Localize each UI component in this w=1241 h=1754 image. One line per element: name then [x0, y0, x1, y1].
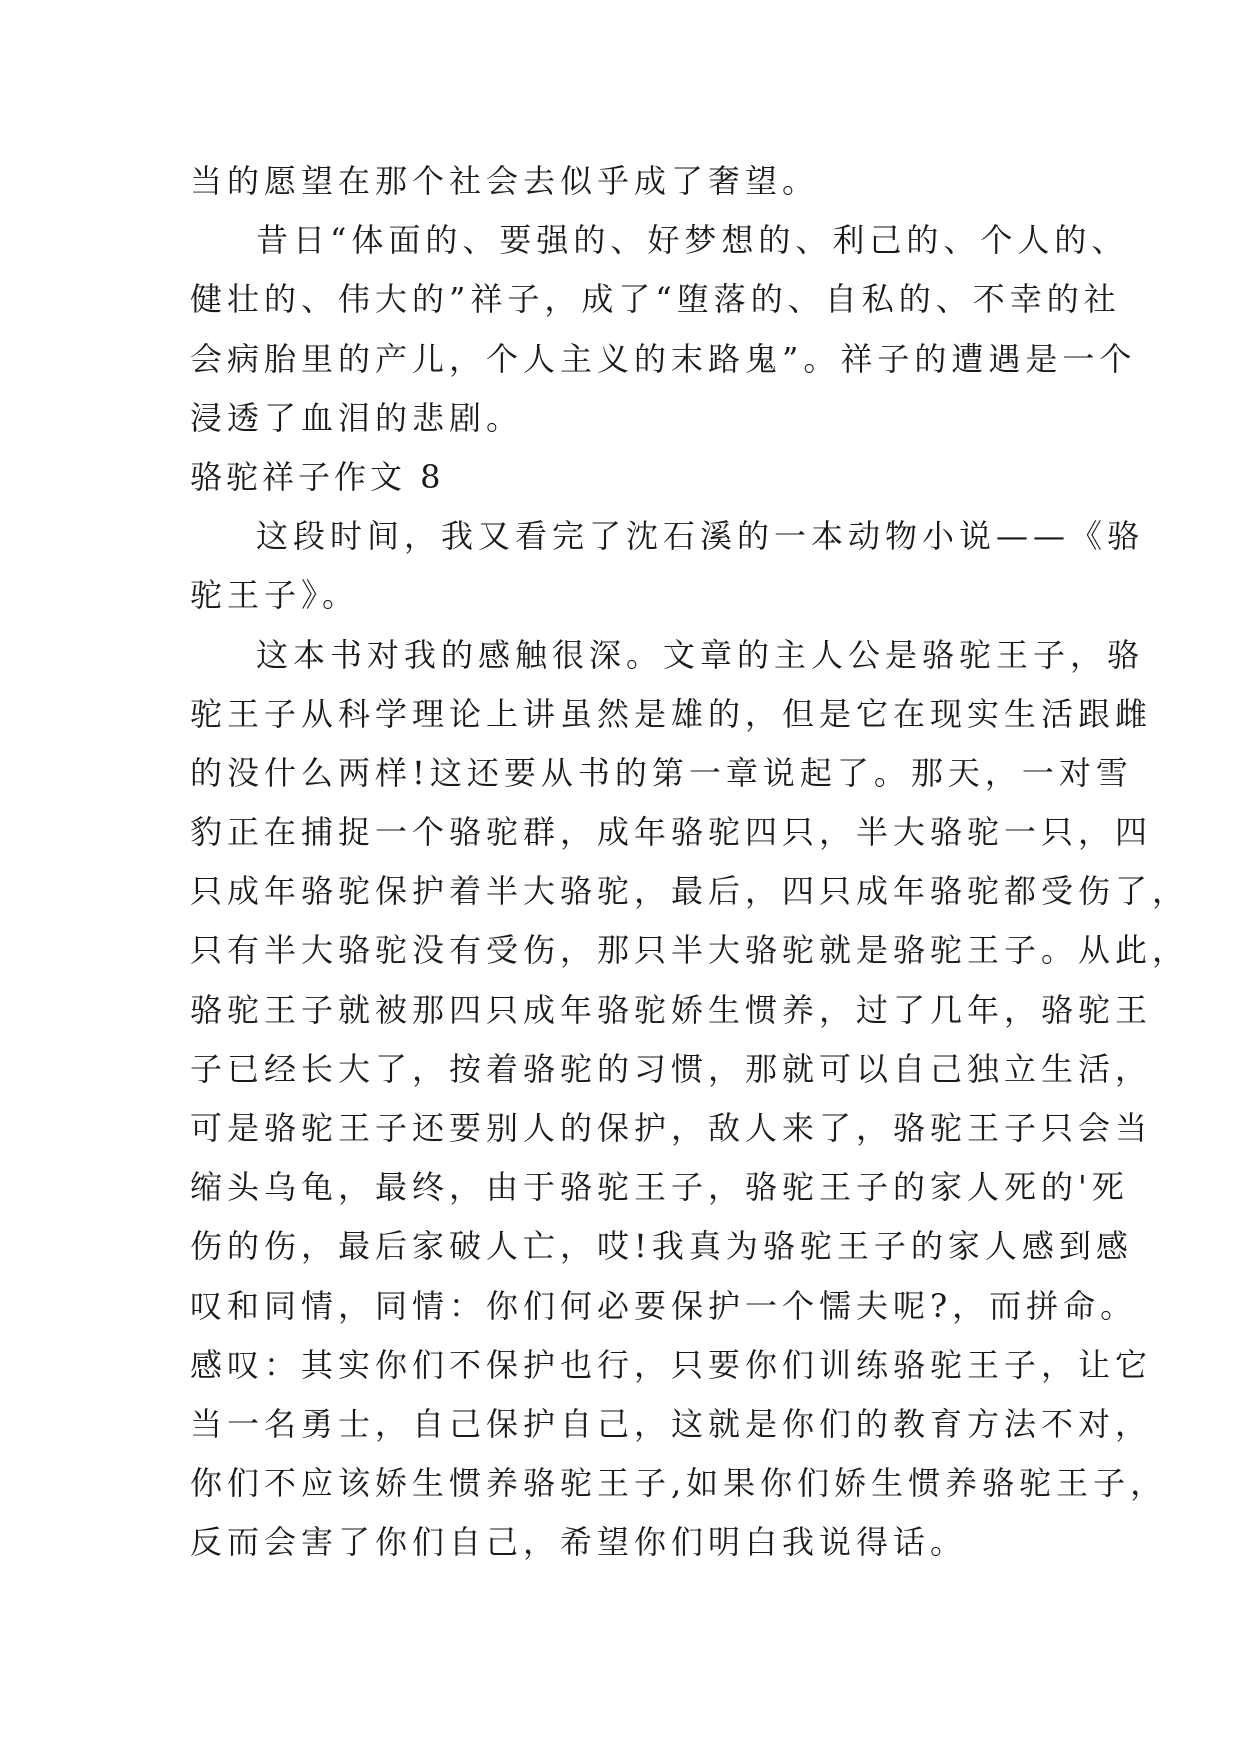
paragraph-line: 会病胎里的产儿，个人主义的末路鬼”。祥子的遭遇是一个	[190, 339, 1137, 378]
paragraph-line: 驼王子从科学理论上讲虽然是雄的，但是它在现实生活跟雌	[190, 694, 1153, 733]
paragraph-line: 健壮的、伟大的”祥子，成了“堕落的、自私的、不幸的社	[190, 280, 1121, 319]
paragraph-line: 昔日“体面的、要强的、好梦想的、利己的、个人的、	[256, 221, 1129, 260]
document-body	[190, 152, 1190, 1573]
paragraph-line: 伤的伤，最后家破人亡，哎!我真为骆驼王子的家人感到感	[190, 1227, 1133, 1266]
paragraph-line: 骆驼王子就被那四只成年骆驼娇生惯养，过了几年，骆驼王	[190, 990, 1153, 1029]
paragraph-line: 你们不应该娇生惯养骆驼王子,如果你们娇生惯养骆驼王子，	[190, 1464, 1168, 1503]
paragraph-line: 驼王子》。	[190, 576, 360, 615]
paragraph-line: 这段时间，我又看完了沈石溪的一本动物小说——《骆	[256, 517, 1145, 556]
section-heading: 骆驼祥子作文 8	[190, 457, 445, 496]
paragraph-line: 反而会害了你们自己，希望你们明白我说得话。	[190, 1523, 968, 1562]
paragraph-line: 豹正在捕捉一个骆驼群，成年骆驼四只，半大骆驼一只，四	[190, 813, 1153, 852]
paragraph-line: 叹和同情，同情：你们何必要保护一个懦夫呢?，而拼命。	[190, 1286, 1138, 1325]
paragraph-line: 只成年骆驼保护着半大骆驼，最后，四只成年骆驼都受伤了，	[190, 872, 1190, 911]
paragraph-line: 浸透了血泪的悲剧。	[190, 398, 524, 437]
paragraph-line: 可是骆驼王子还要别人的保护，敌人来了，骆驼王子只会当	[190, 1109, 1153, 1147]
paragraph-line: 当的愿望在那个社会去似乎成了奢望。	[190, 162, 820, 200]
paragraph-line: 感叹：其实你们不保护也行，只要你们训练骆驼王子，让它	[190, 1345, 1153, 1384]
paragraph-line: 这本书对我的感触很深。文章的主人公是骆驼王子，骆	[256, 635, 1145, 674]
paragraph-line: 子已经长大了，按着骆驼的习惯，那就可以自己独立生活，	[190, 1049, 1153, 1088]
paragraph-line: 当一名勇士，自己保护自己，这就是你们的教育方法不对，	[190, 1404, 1153, 1443]
paragraph-line: 只有半大骆驼没有受伤，那只半大骆驼就是骆驼王子。从此，	[190, 931, 1190, 970]
paragraph-line: 缩头乌龟，最终，由于骆驼王子，骆驼王子的家人死的'死	[190, 1168, 1129, 1207]
paragraph-line: 的没什么两样!这还要从书的第一章说起了。那天，一对雪	[190, 753, 1133, 792]
